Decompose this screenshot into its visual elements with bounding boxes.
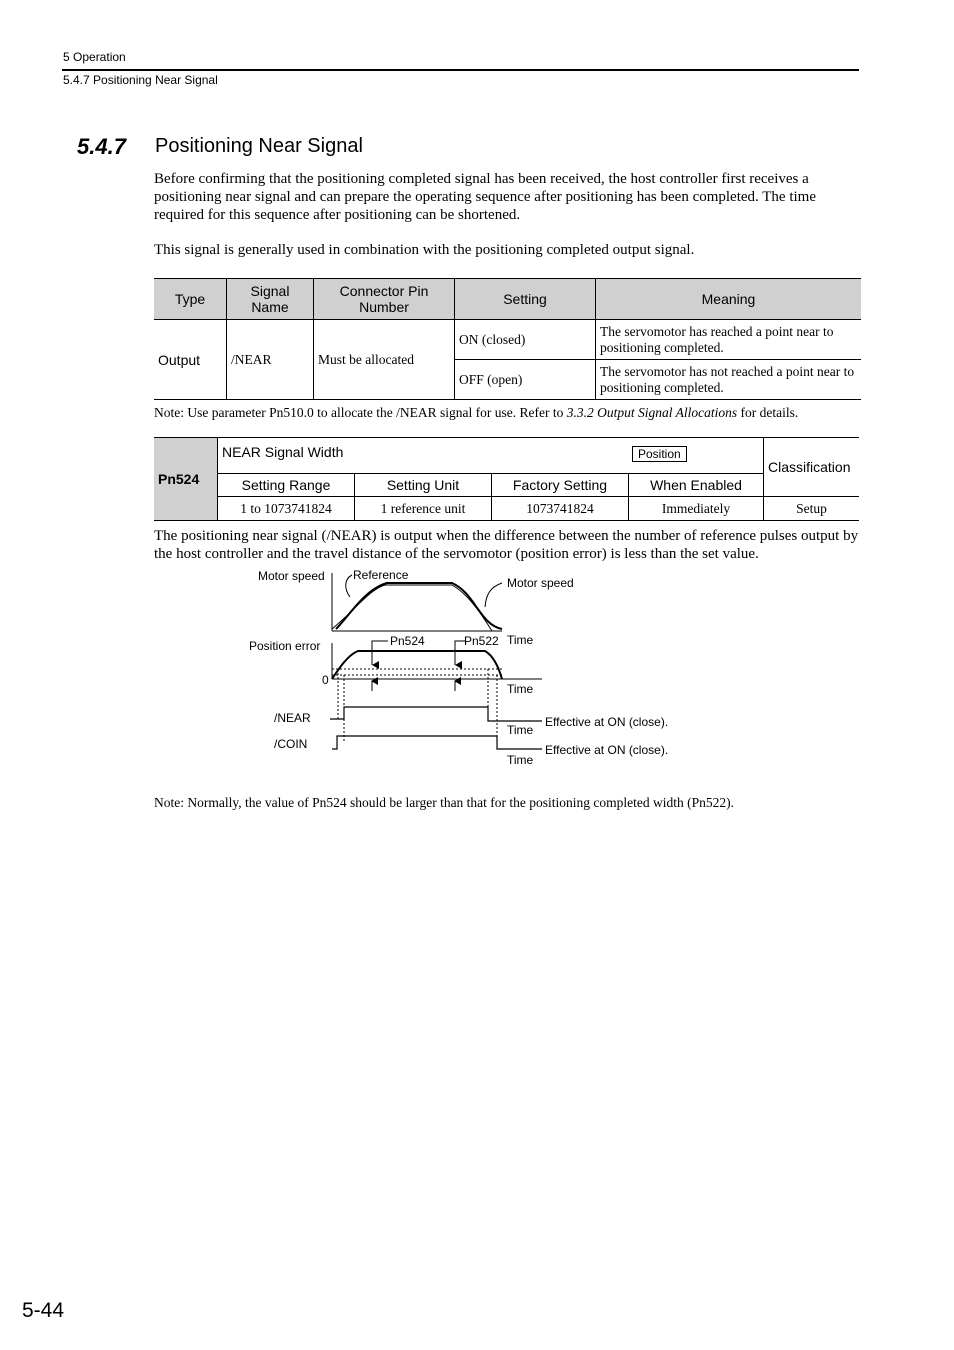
section-number: 5.4.7: [77, 134, 126, 159]
coin-signal-trace: [332, 736, 542, 749]
motor-speed-leader: [485, 583, 502, 607]
header-rule: [62, 69, 859, 71]
label-time-1: Time: [507, 633, 534, 647]
parameter-table: [154, 437, 859, 521]
header-when-enabled: When Enabled: [629, 474, 764, 497]
header-factory-setting: Factory Setting: [492, 474, 629, 497]
pn524-pointer: [372, 641, 388, 665]
label-time-4: Time: [507, 753, 534, 767]
motor-speed-curve: [336, 583, 502, 629]
col-signal-name: Signal Name: [227, 279, 314, 320]
intro-paragraph: Before confirming that the positioning completed signal has been received, the host controller first receives a positioning near signal and can prepare the operating sequence after positioning has been completed. The time required for this sequence after positioning can be shortened.: [154, 171, 816, 223]
label-time-3: Time: [507, 723, 534, 737]
label-motor-speed: Motor speed: [258, 569, 325, 583]
label-position-error: Position error: [249, 639, 321, 653]
position-badge: Position: [632, 446, 687, 462]
label-coin: /COIN: [274, 737, 308, 751]
label-reference: Reference: [353, 568, 409, 582]
running-header-chapter: 5 Operation: [63, 50, 126, 64]
value-classification: Setup: [764, 497, 860, 521]
label-zero: 0: [322, 673, 329, 687]
param-name: NEAR Signal Width: [222, 444, 344, 460]
running-header-section: 5.4.7 Positioning Near Signal: [63, 73, 218, 87]
cell-connector: Must be allocated: [314, 320, 455, 400]
value-setting-unit: 1 reference unit: [355, 497, 492, 521]
label-time-2: Time: [507, 682, 534, 696]
reference-curve: [332, 585, 492, 631]
param-number: Pn524: [154, 438, 218, 521]
cell-type: Output: [154, 320, 227, 400]
header-setting-range: Setting Range: [218, 474, 355, 497]
note-text: Note: Use parameter Pn510.0 to allocate the /NEAR signal for use. Refer to: [154, 405, 567, 420]
cell-meaning-off: The servomotor has not reached a point near to positioning completed.: [596, 360, 862, 400]
header-setting-unit: Setting Unit: [355, 474, 492, 497]
allocation-note: [154, 405, 798, 421]
label-motor-speed-right: Motor speed: [507, 576, 574, 590]
note-text-end: for details.: [737, 405, 799, 420]
cell-setting-on: ON (closed): [455, 320, 596, 360]
width-note: Note: Normally, the value of Pn524 should be larger than that for the positioning completed width (Pn522).: [154, 795, 735, 810]
label-pn522: Pn522: [464, 634, 499, 648]
page-number: 5-44: [22, 1299, 65, 1322]
col-setting: Setting: [455, 279, 596, 320]
near-signal-trace: [330, 707, 542, 721]
note-reference: 3.3.2 Output Signal Allocations: [566, 405, 738, 420]
description-paragraph: The positioning near signal (/NEAR) is output when the difference between the number of reference pulses output by the host controller and the travel distance of the servomotor (position error) is less than the set value.: [154, 528, 859, 562]
cell-meaning-on: The servomotor has reached a point near to positioning completed.: [596, 320, 862, 360]
signal-table: [154, 278, 861, 400]
timing-diagram: [240, 565, 700, 775]
intro-paragraph-2: This signal is generally used in combination with the positioning completed output signal.: [154, 242, 695, 258]
col-type: Type: [154, 279, 227, 320]
label-near: /NEAR: [274, 711, 311, 725]
value-when-enabled: Immediately: [629, 497, 764, 521]
reference-leader: [346, 575, 352, 597]
label-pn524: Pn524: [390, 634, 425, 648]
section-title: Positioning Near Signal: [155, 135, 363, 157]
col-connector: Connector Pin Number: [314, 279, 455, 320]
value-setting-range: 1 to 1073741824: [218, 497, 355, 521]
cell-signal-name: /NEAR: [227, 320, 314, 400]
value-factory-setting: 1073741824: [492, 497, 629, 521]
label-coin-effective: Effective at ON (close).: [545, 743, 669, 757]
label-near-effective: Effective at ON (close).: [545, 715, 669, 729]
col-meaning: Meaning: [596, 279, 862, 320]
cell-setting-off: OFF (open): [455, 360, 596, 400]
classification-label: Classification: [764, 438, 860, 497]
